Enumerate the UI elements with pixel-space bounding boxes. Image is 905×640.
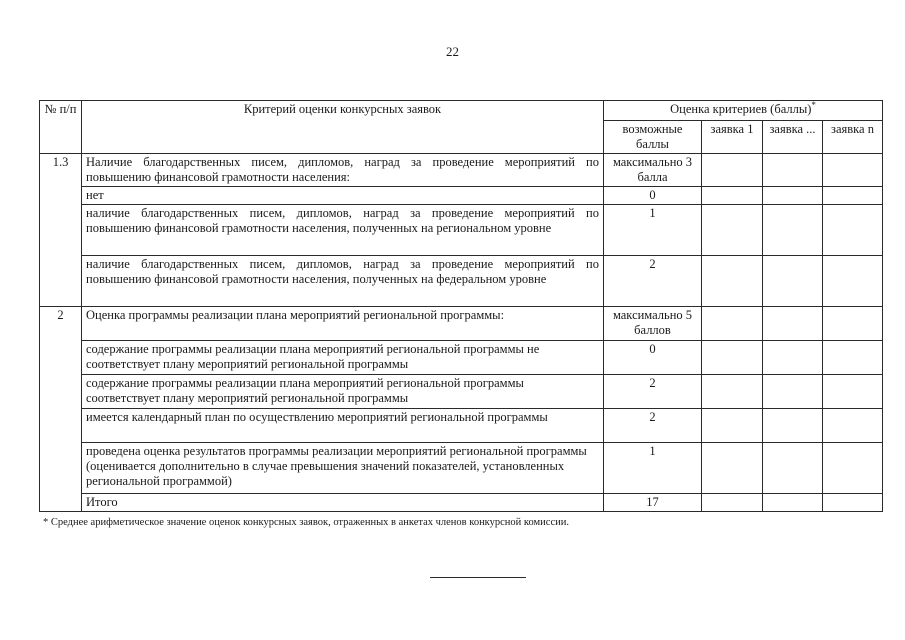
header-scores-group (604, 101, 883, 121)
application-dots-cell (763, 341, 823, 375)
table-row (40, 187, 883, 205)
application-n-cell (823, 409, 883, 443)
criterion-cell: Оценка программы реализации плана мероприятий региональной программы: (82, 307, 604, 341)
application-dots-cell (763, 307, 823, 341)
header-criterion: Критерий оценки конкурсных заявок (82, 101, 604, 154)
application-n-cell (823, 494, 883, 512)
application-dots-cell (763, 375, 823, 409)
footnote: * Среднее арифметическое значение оценок конкурсных заявок, отраженных в анкетах членов конкурсной комиссии. (43, 517, 569, 528)
header-application-1: заявка 1 (702, 121, 763, 154)
total-score: 17 (604, 494, 702, 512)
score-cell: 2 (604, 375, 702, 409)
row-number: 1.3 (40, 154, 82, 307)
criterion-cell: содержание программы реализации плана мероприятий региональной программы не соответствует плану мероприятий региональной программы (82, 341, 604, 375)
application-1-cell (702, 256, 763, 307)
score-cell: 1 (604, 443, 702, 494)
criterion-cell: Наличие благодарственных писем, дипломов, наград за проведение мероприятий по повышению финансовой грамотности населения: (82, 154, 604, 187)
criterion-cell: проведена оценка результатов программы реализации мероприятий региональной программы (оценивается дополнительно в случае превышения значений показателей, установленных региональной программой) (82, 443, 604, 494)
total-row (40, 494, 883, 512)
criterion-cell: содержание программы реализации плана мероприятий региональной программы соответствует плану мероприятий региональной программы (82, 375, 604, 409)
table-row (40, 443, 883, 494)
table-row (40, 375, 883, 409)
score-cell: 1 (604, 205, 702, 256)
header-asterisk: * (811, 99, 816, 110)
application-dots-cell (763, 494, 823, 512)
table-row (40, 409, 883, 443)
application-n-cell (823, 375, 883, 409)
criterion-cell: наличие благодарственных писем, дипломов, наград за проведение мероприятий по повышению финансовой грамотности населения, полученных на федеральном уровне (82, 256, 604, 307)
criterion-cell: нет (82, 187, 604, 205)
application-dots-cell (763, 205, 823, 256)
application-1-cell (702, 154, 763, 187)
application-1-cell (702, 341, 763, 375)
table-row (40, 307, 883, 341)
table-row (40, 256, 883, 307)
application-1-cell (702, 205, 763, 256)
application-n-cell (823, 154, 883, 187)
header-scores-group-label: Оценка критериев (баллы) (670, 102, 812, 116)
table-row (40, 341, 883, 375)
header-application-dots: заявка ... (763, 121, 823, 154)
score-cell: максимально 5 баллов (604, 307, 702, 341)
score-cell: 2 (604, 409, 702, 443)
table-row (40, 205, 883, 256)
application-dots-cell (763, 187, 823, 205)
row-number: 2 (40, 307, 82, 512)
score-cell: 2 (604, 256, 702, 307)
application-1-cell (702, 187, 763, 205)
criterion-cell: имеется календарный план по осуществлению мероприятий региональной программы (82, 409, 604, 443)
bottom-divider (430, 577, 526, 578)
application-1-cell (702, 494, 763, 512)
application-n-cell (823, 341, 883, 375)
score-cell: 0 (604, 187, 702, 205)
application-n-cell (823, 187, 883, 205)
page-number: 22 (446, 44, 459, 59)
application-dots-cell (763, 443, 823, 494)
application-1-cell (702, 375, 763, 409)
application-dots-cell (763, 409, 823, 443)
application-dots-cell (763, 256, 823, 307)
application-n-cell (823, 256, 883, 307)
application-1-cell (702, 307, 763, 341)
score-cell: максимально 3 балла (604, 154, 702, 187)
header-number: № п/п (40, 101, 82, 154)
criteria-table (39, 100, 883, 512)
header-possible-score: возможные баллы (604, 121, 702, 154)
application-dots-cell (763, 154, 823, 187)
application-1-cell (702, 443, 763, 494)
criterion-cell: наличие благодарственных писем, дипломов, наград за проведение мероприятий по повышению финансовой грамотности населения, полученных на региональном уровне (82, 205, 604, 256)
application-n-cell (823, 205, 883, 256)
score-cell: 0 (604, 341, 702, 375)
total-label: Итого (82, 494, 604, 512)
application-1-cell (702, 409, 763, 443)
table-row (40, 154, 883, 187)
application-n-cell (823, 307, 883, 341)
header-application-n: заявка n (823, 121, 883, 154)
application-n-cell (823, 443, 883, 494)
